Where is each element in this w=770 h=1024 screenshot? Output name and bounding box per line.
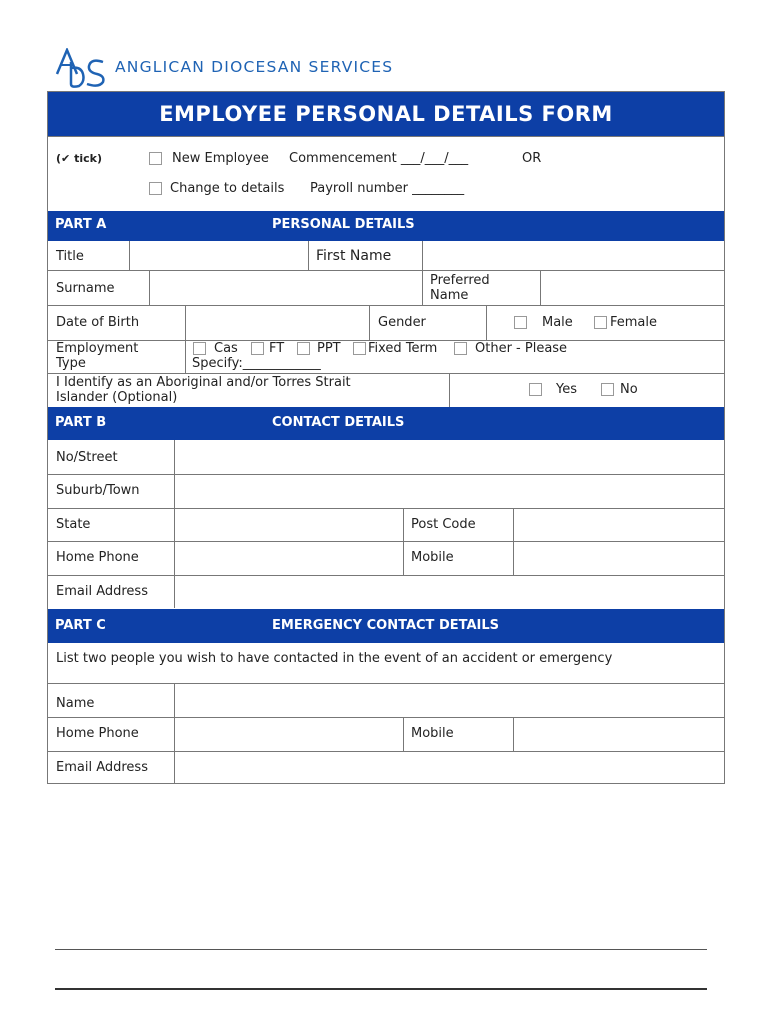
postcode-field[interactable]: [514, 509, 723, 541]
suburb-label: Suburb/Town: [56, 483, 140, 498]
dob-label: Date of Birth: [56, 315, 140, 330]
emergency-mobile-label: Mobile: [411, 726, 454, 741]
emergency-mobile-field[interactable]: [514, 718, 723, 750]
part-b-heading: CONTACT DETAILS: [272, 415, 405, 430]
cas-label: Cas: [214, 341, 238, 356]
gender-label: Gender: [378, 315, 426, 330]
emergency-email-field[interactable]: [175, 752, 723, 783]
part-c-label: PART C: [55, 618, 106, 633]
title-field[interactable]: [130, 242, 308, 269]
state-label: State: [56, 517, 91, 532]
street-label: No/Street: [56, 450, 118, 465]
male-label: Male: [542, 315, 573, 330]
cas-checkbox[interactable]: [193, 342, 206, 355]
preferred-label-line2: Name: [430, 288, 469, 303]
home-phone-label: Home Phone: [56, 550, 139, 565]
part-a-heading: PERSONAL DETAILS: [272, 217, 415, 232]
surname-field[interactable]: [150, 271, 422, 304]
change-details-label: Change to details: [170, 181, 285, 196]
other-checkbox[interactable]: [454, 342, 467, 355]
surname-label: Surname: [56, 281, 115, 296]
home-phone-field[interactable]: [175, 542, 403, 574]
email-label: Email Address: [56, 584, 148, 599]
first-name-field[interactable]: [423, 242, 723, 269]
tick-label: (✔ tick): [56, 152, 102, 165]
part-a-label: PART A: [55, 217, 107, 232]
female-label: Female: [610, 315, 658, 330]
emergency-instruction: List two people you wish to have contacted in the event of an accident or emergency: [56, 651, 613, 666]
emergency-email-label: Email Address: [56, 760, 148, 775]
male-checkbox[interactable]: [514, 316, 527, 329]
street-field[interactable]: [175, 441, 723, 473]
header-logo: [55, 48, 475, 88]
ft-checkbox[interactable]: [251, 342, 264, 355]
preferred-name-field[interactable]: [541, 271, 723, 304]
aboriginal-yes-label: Yes: [556, 382, 577, 397]
commencement-label: Commencement ___/___/___: [289, 151, 469, 166]
part-c-heading: EMERGENCY CONTACT DETAILS: [272, 618, 500, 633]
aboriginal-no-label: No: [620, 382, 638, 397]
other-label: Other - Please: [475, 341, 568, 356]
signature-line-2: [55, 988, 707, 990]
aboriginal-no-checkbox[interactable]: [601, 383, 614, 396]
org-name: ANGLICAN DIOCESAN SERVICES: [115, 58, 394, 76]
title-label: Title: [56, 249, 84, 264]
postcode-label: Post Code: [411, 517, 476, 532]
employment-label-line1: Employment: [56, 341, 139, 356]
or-label: OR: [522, 151, 542, 166]
mobile-field[interactable]: [514, 542, 723, 574]
ft-label: FT: [269, 341, 285, 356]
emergency-home-phone-label: Home Phone: [56, 726, 139, 741]
email-field[interactable]: [175, 576, 723, 608]
aboriginal-yes-checkbox[interactable]: [529, 383, 542, 396]
emergency-home-phone-field[interactable]: [175, 718, 403, 750]
form-title-band: [48, 92, 724, 136]
ads-logo-icon: [55, 48, 111, 88]
ppt-label: PPT: [317, 341, 341, 356]
employee-form: [47, 91, 725, 784]
preferred-label-line1: Preferred: [430, 273, 490, 288]
fixed-term-checkbox[interactable]: [353, 342, 366, 355]
new-employee-checkbox[interactable]: [149, 152, 162, 165]
new-employee-label: New Employee: [172, 151, 269, 166]
employment-label-line2: Type: [56, 356, 86, 371]
signature-line-1: [55, 949, 707, 950]
specify-label: Specify:____________: [192, 356, 321, 371]
payroll-label: Payroll number ________: [310, 181, 465, 196]
form-title: EMPLOYEE PERSONAL DETAILS FORM: [159, 102, 613, 126]
aboriginal-label-line2: Islander (Optional): [56, 390, 178, 405]
emergency-name-label: Name: [56, 696, 95, 711]
mobile-label: Mobile: [411, 550, 454, 565]
part-a-band: [48, 211, 724, 241]
part-b-band: [48, 407, 724, 440]
female-checkbox[interactable]: [594, 316, 607, 329]
change-details-checkbox[interactable]: [149, 182, 162, 195]
ppt-checkbox[interactable]: [297, 342, 310, 355]
suburb-field[interactable]: [175, 475, 723, 507]
fixed-term-label: Fixed Term: [368, 341, 438, 356]
first-name-label: First Name: [316, 248, 392, 264]
part-c-band: [48, 609, 724, 643]
state-field[interactable]: [175, 509, 403, 541]
part-b-label: PART B: [55, 415, 107, 430]
aboriginal-label-line1: I Identify as an Aboriginal and/or Torres Strait: [56, 375, 351, 390]
dob-field[interactable]: [186, 306, 369, 339]
emergency-name-field[interactable]: [175, 684, 723, 717]
